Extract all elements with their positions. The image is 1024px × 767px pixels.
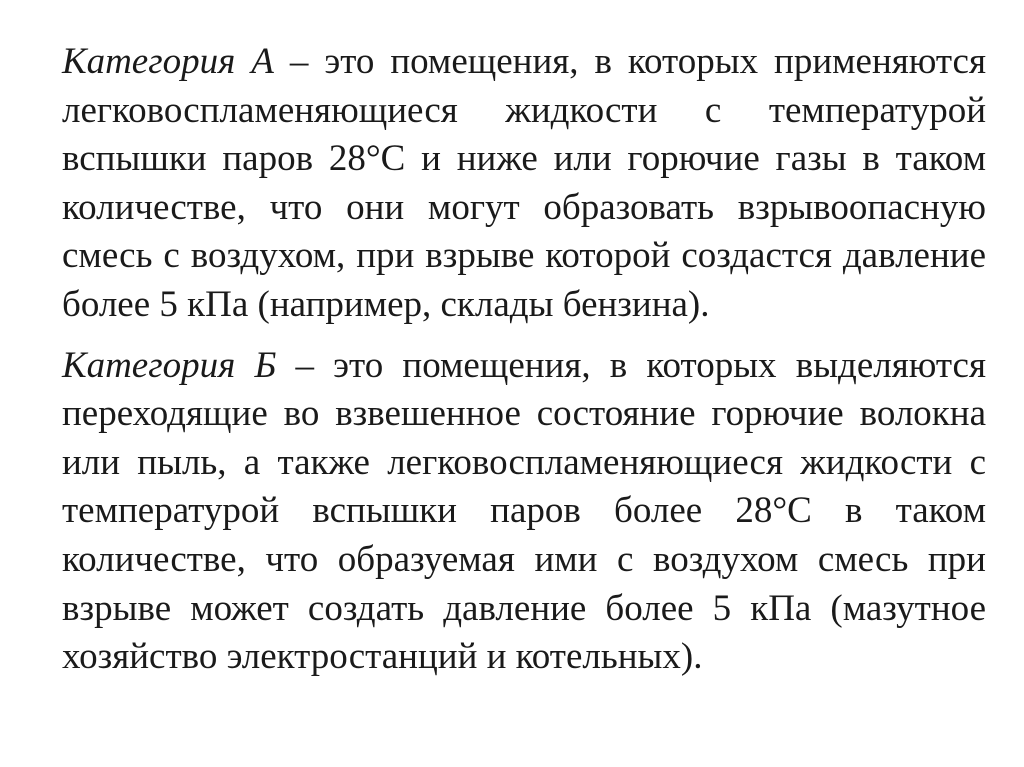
slide-content — [62, 38, 986, 682]
category-b-term: Категория Б — [62, 344, 277, 386]
paragraph-category-a — [62, 38, 986, 330]
category-a-term: Категория А — [62, 41, 274, 82]
paragraph-category-b — [62, 342, 986, 682]
category-b-definition: – это помещения, в которых выделяются переходящие во взвешенное состояние горючие волокна или пыль, а также легковоспламеняющиеся жидкости с температурой вспышки паров более 28°С в таком количестве, что образуемая ими с воздухом смесь при взрыве может создать давление более 5 кПа (мазутное хозяйство электростанций и котельных). — [62, 344, 986, 678]
category-a-definition: – это помещения, в которых применяются легковоспламеняющиеся жидкости с температурой вспышки паров 28°С и ниже или горючие газы в таком количестве, что они могут образовать взрывоопасную смесь с воздухом, при взрыве которой создастся давление более 5 кПа (например, склады бензина). — [62, 41, 986, 325]
